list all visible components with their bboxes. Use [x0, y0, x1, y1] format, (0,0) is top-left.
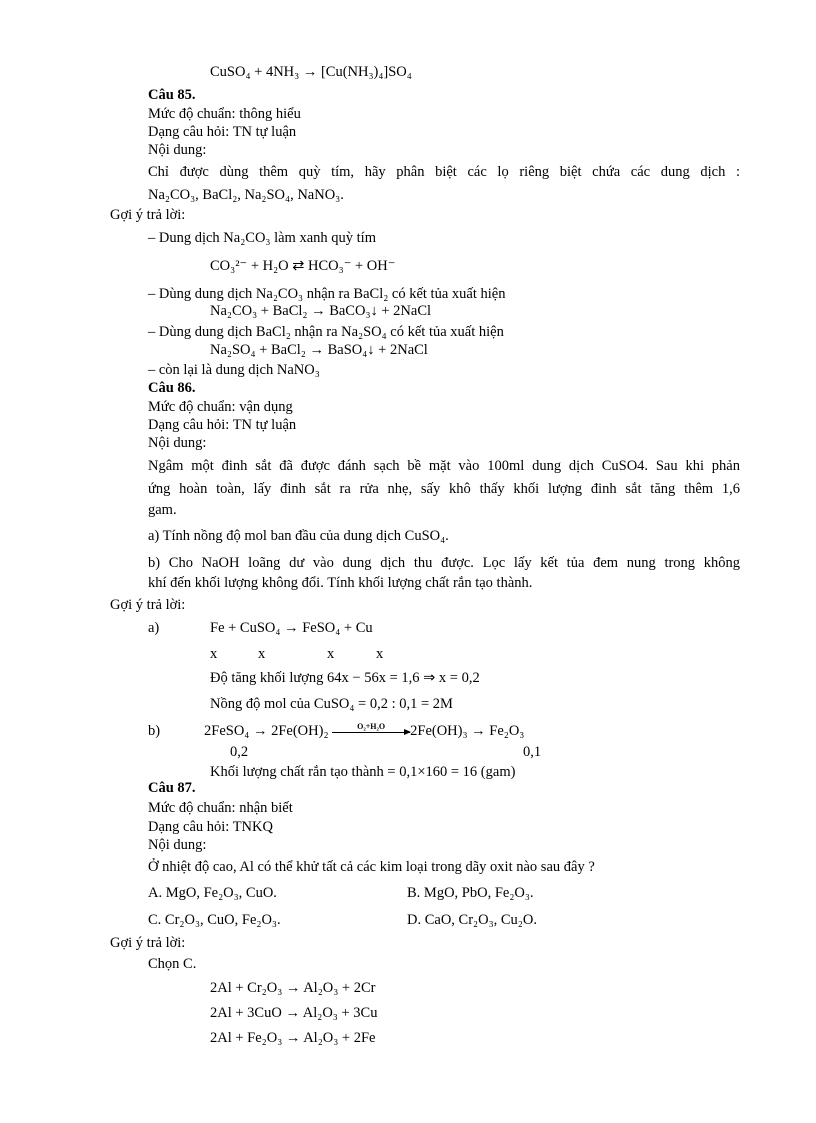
equation-left: 2FeSO₄ → 2Fe(OH)₂ [204, 723, 329, 739]
option-a: A. MgO, Fe₂O₃, CuO. [148, 885, 277, 901]
mole-value: 0,2 [230, 744, 249, 760]
mole-value: 0,1 [523, 744, 542, 760]
question-text: b) Cho NaOH loãng dư vào dung dịch thu được. Lọc lấy kết tủa đem nung trong không [148, 555, 740, 571]
equation: Na₂CO₃ + BaCl₂ → BaCO₃↓ + 2NaCl [210, 303, 432, 319]
level: Mức độ chuẩn: vận dụng [148, 399, 293, 415]
part-label: a) [148, 620, 160, 636]
answer-line: – Dùng dung dịch BaCl₂ nhận ra Na₂SO₄ có kết tủa xuất hiện [148, 324, 504, 340]
equation: 2Al + Cr₂O₃ → Al₂O₃ + 2Cr [210, 980, 376, 996]
question-title: Câu 86. [148, 380, 196, 396]
level: Mức độ chuẩn: thông hiểu [148, 106, 301, 122]
level: Mức độ chuẩn: nhận biết [148, 800, 293, 816]
question-text: a) Tính nồng độ mol ban đầu của dung dịch CuSO₄. [148, 528, 449, 544]
question-text: gam. [148, 502, 177, 518]
mole-value: x [327, 646, 335, 662]
question-text: Na₂CO₃, BaCl₂, Na₂SO₄, NaNO₃. [148, 187, 344, 203]
question-text: Ngâm một đinh sắt đã được đánh sạch bề mặt vào 100ml dung dịch CuSO4. Sau khi phản [148, 458, 740, 474]
question-text: Chỉ được dùng thêm quỳ tím, hãy phân biệt các lọ riêng biệt chứa các dung dịch : [148, 164, 740, 180]
question-text: ứng hoàn toàn, lấy đinh sắt ra rửa nhẹ, sấy khô thấy khối lượng đinh sắt tăng thêm 1,6 [148, 481, 740, 497]
question-type: Dạng câu hỏi: TN tự luận [148, 124, 297, 140]
hint-label: Gợi ý trả lời: [110, 935, 186, 951]
answer-line: – Dùng dung dịch Na₂CO₃ nhận ra BaCl₂ có kết tủa xuất hiện [148, 286, 506, 302]
equation [204, 722, 524, 740]
equation: Fe + CuSO₄ → FeSO₄ + Cu [210, 620, 373, 636]
mole-value: x [258, 646, 266, 662]
question-title: Câu 87. [148, 780, 196, 796]
option-d: D. CaO, Cr₂O₃, Cu₂O. [407, 912, 537, 928]
option-c: C. Cr₂O₃, CuO, Fe₂O₃. [148, 912, 281, 928]
answer-line: Nồng độ mol của CuSO₄ = 0,2 : 0,1 = 2M [210, 696, 453, 712]
mole-value: x [210, 646, 218, 662]
content-label: Nội dung: [148, 837, 207, 853]
hint-label: Gợi ý trả lời: [110, 597, 186, 613]
answer-line: – còn lại là dung dịch NaNO₃ [148, 362, 320, 378]
question-type: Dạng câu hỏi: TN tự luận [148, 417, 297, 433]
question-text: Ở nhiệt độ cao, Al có thể khử tất cả các kim loại trong dãy oxit nào sau đây ? [148, 859, 595, 875]
equation-right: 2Fe(OH)₃ → Fe₂O₃ [410, 723, 525, 739]
content-label: Nội dung: [148, 142, 207, 158]
part-label: b) [148, 723, 161, 739]
content-label: Nội dung: [148, 435, 207, 451]
option-b: B. MgO, PbO, Fe₂O₃. [407, 885, 534, 901]
answer-line: – Dung dịch Na₂CO₃ làm xanh quỳ tím [148, 230, 376, 246]
hint-label: Gợi ý trả lời: [110, 207, 186, 223]
question-title: Câu 85. [148, 87, 196, 103]
equation: CO₃²⁻ + H₂O ⇄ HCO₃⁻ + OH⁻ [210, 258, 396, 274]
answer-line: Độ tăng khối lượng 64x − 56x = 1,6 ⇒ x = 0,2 [210, 670, 480, 686]
equation: 2Al + Fe₂O₃ → Al₂O₃ + 2Fe [210, 1030, 376, 1046]
answer-choice: Chọn C. [148, 956, 197, 972]
equation: 2Al + 3CuO → Al₂O₃ + 3Cu [210, 1005, 378, 1021]
answer-line: Khối lượng chất rắn tạo thành = 0,1×160 = 16 (gam) [210, 764, 516, 780]
arrow-icon [332, 722, 410, 733]
question-text: khí đến khối lượng không đổi. Tính khối lượng chất rắn tạo thành. [148, 575, 533, 591]
question-type: Dạng câu hỏi: TNKQ [148, 819, 273, 835]
mole-value: x [376, 646, 384, 662]
equation: CuSO₄ + 4NH₃ → [Cu(NH₃)₄]SO₄ [210, 64, 412, 80]
arrow-condition: O₂+H₂O [357, 722, 386, 732]
equation: Na₂SO₄ + BaCl₂ → BaSO₄↓ + 2NaCl [210, 342, 428, 358]
